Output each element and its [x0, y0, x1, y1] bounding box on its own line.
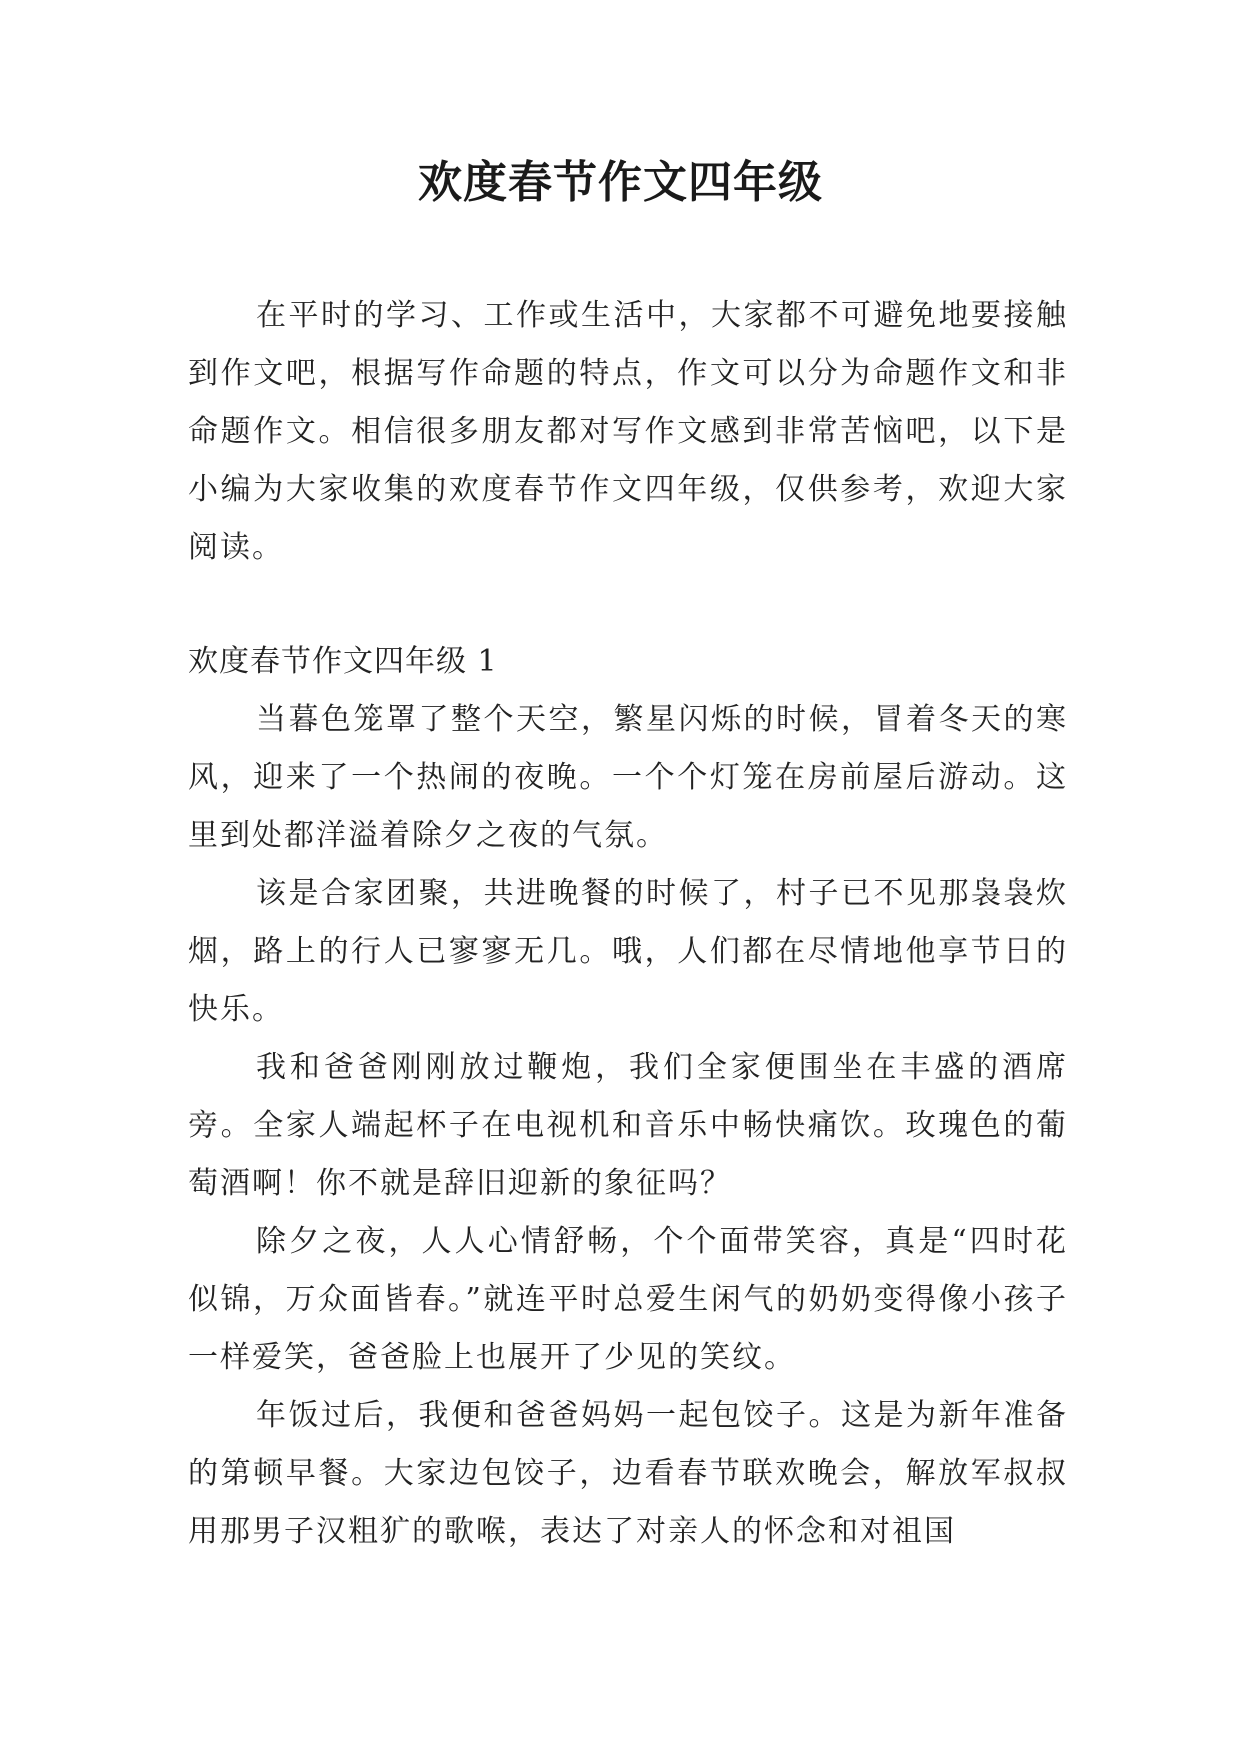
document-body	[188, 287, 1068, 1561]
body-paragraph-4: 除夕之夜，人人心情舒畅，个个面带笑容，真是“四时花似锦，万众面皆春。”就连平时总爱生闲气的奶奶变得像小孩子一样爱笑，爸爸脸上也展开了少见的笑纹。	[188, 1224, 1068, 1375]
body-paragraph-3: 我和爸爸刚刚放过鞭炮，我们全家便围坐在丰盛的酒席旁。全家人端起杯子在电视机和音乐中畅快痛饮。玫瑰色的葡萄酒啊！你不就是辞旧迎新的象征吗？	[188, 1050, 1068, 1201]
body-paragraph-5: 年饭过后，我便和爸爸妈妈一起包饺子。这是为新年准备的第顿早餐。大家边包饺子，边看春节联欢晚会，解放军叔叔用那男子汉粗犷的歌喉，表达了对亲人的怀念和对祖国	[188, 1398, 1068, 1549]
document-title: 欢度春节作文四年级	[418, 157, 823, 208]
body-paragraph-1: 当暮色笼罩了整个天空，繁星闪烁的时候，冒着冬天的寒风，迎来了一个热闹的夜晚。一个个灯笼在房前屋后游动。这里到处都洋溢着除夕之夜的气氛。	[188, 702, 1068, 853]
section-heading: 欢度春节作文四年级 1	[188, 644, 498, 679]
intro-paragraph: 在平时的学习、工作或生活中，大家都不可避免地要接触到作文吧，根据写作命题的特点，作文可以分为命题作文和非命题作文。相信很多朋友都对写作文感到非常苦恼吧，以下是小编为大家收集的欢度春节作文四年级，仅供参考，欢迎大家阅读。	[188, 298, 1068, 565]
section-spacer	[188, 577, 1068, 633]
body-paragraph-2: 该是合家团聚，共进晚餐的时候了，村子已不见那袅袅炊烟，路上的行人已寥寥无几。哦，人们都在尽情地他享节日的快乐。	[188, 876, 1068, 1027]
